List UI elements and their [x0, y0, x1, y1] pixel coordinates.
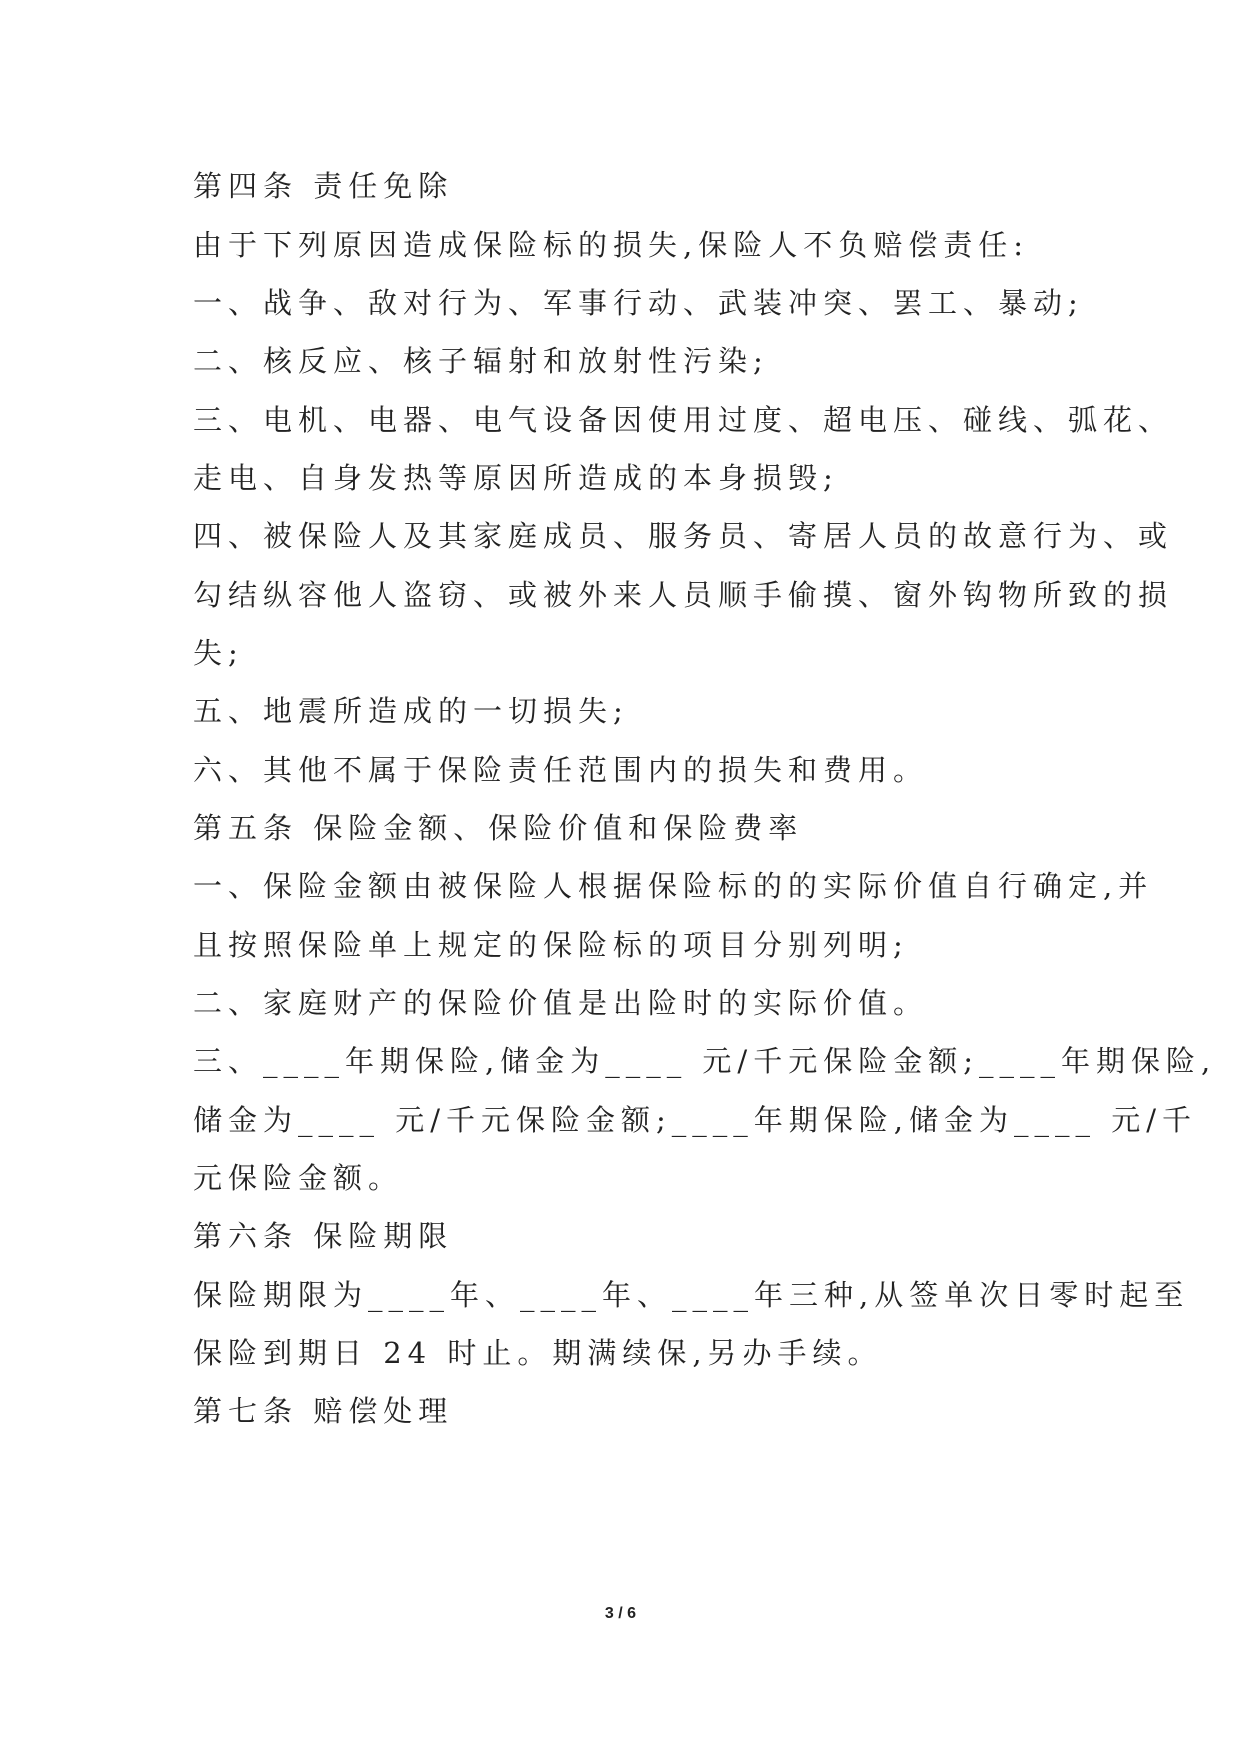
paragraph-line: 元保险金额。: [193, 1161, 404, 1195]
heading-article-6: 第六条 保险期限: [193, 1219, 454, 1253]
page-number: 3 / 6: [604, 1605, 637, 1622]
paragraph-line: 二、家庭财产的保险价值是出险时的实际价值。: [193, 986, 929, 1020]
paragraph-line: 保险到期日 24 时止。期满续保,另办手续。: [193, 1336, 883, 1370]
heading-article-5: 第五条 保险金额、保险价值和保险费率: [193, 811, 804, 845]
paragraph-line: 三、____年期保险,储金为____ 元/千元保险金额;____年期保险,: [193, 1044, 1217, 1078]
paragraph-line: 一、保险金额由被保险人根据保险标的的实际价值自行确定,并: [193, 869, 1154, 903]
paragraph-line: 一、战争、敌对行为、军事行动、武装冲突、罢工、暴动;: [193, 286, 1084, 320]
paragraph-line: 走电、自身发热等原因所造成的本身损毁;: [193, 461, 839, 495]
paragraph-line: 六、其他不属于保险责任范围内的损失和费用。: [193, 753, 929, 787]
paragraph-line: 四、被保险人及其家庭成员、服务员、寄居人员的故意行为、或: [193, 519, 1174, 553]
paragraph-line: 三、电机、电器、电气设备因使用过度、超电压、碰线、弧花、: [193, 403, 1174, 437]
paragraph-line: 且按照保险单上规定的保险标的项目分别列明;: [193, 928, 909, 962]
heading-article-4: 第四条 责任免除: [193, 169, 454, 203]
paragraph-line: 二、核反应、核子辐射和放射性污染;: [193, 344, 769, 378]
paragraph-line: 失;: [193, 636, 244, 670]
paragraph-line: 勾结纵容他人盗窃、或被外来人员顺手偷摸、窗外钩物所致的损: [193, 578, 1174, 612]
paragraph-line: 由于下列原因造成保险标的损失,保险人不负赔偿责任:: [193, 228, 1029, 262]
heading-article-7: 第七条 赔偿处理: [193, 1394, 454, 1428]
paragraph-line: 保险期限为____年、____年、____年三种,从签单次日零时起至: [193, 1278, 1190, 1312]
paragraph-line: 储金为____ 元/千元保险金额;____年期保险,储金为____ 元/千: [193, 1103, 1197, 1137]
paragraph-line: 五、地震所造成的一切损失;: [193, 694, 629, 728]
